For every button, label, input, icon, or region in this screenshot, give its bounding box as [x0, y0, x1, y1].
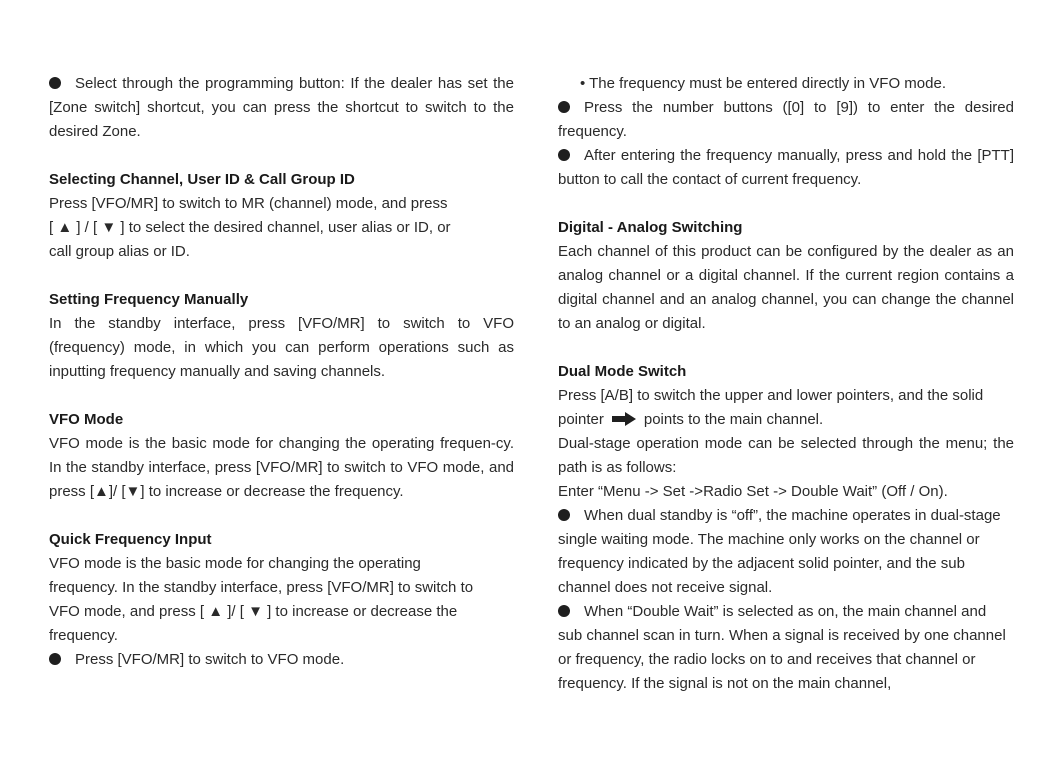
left-column — [49, 72, 514, 672]
quick-input-line-3: VFO mode, and press [ ▲ ]/ [ ▼ ] to increase or decrease the — [49, 603, 458, 620]
selecting-channel-line-2: [ ▲ ] / [ ▼ ] to select the desired channel, user alias or ID, or — [49, 219, 451, 236]
digital-analog-body: Each channel of this product can be configured by the dealer as an analog channel or a digital channel. If the current region contains a digital channel and an analog channel, you can change the channel to an analog or digital. — [558, 243, 1014, 332]
heading-digital-analog: Digital - Analog Switching — [558, 219, 743, 236]
quick-input-line-1: VFO mode is the basic mode for changing the operating — [49, 555, 421, 572]
heading-vfo-mode: VFO Mode — [49, 411, 124, 428]
bullet-icon — [49, 77, 61, 89]
selecting-channel-line-3: call group alias or ID. — [49, 243, 190, 260]
dual-mode-line-1: Press [A/B] to switch the upper and lower pointers, and the solid — [558, 387, 984, 404]
bullet-icon — [558, 101, 570, 113]
dual-mode-menu-paragraph: Dual-stage operation mode can be selected through the menu; the path is as follows: — [558, 435, 1014, 476]
vfo-bullet: Press [VFO/MR] to switch to VFO mode. — [49, 648, 514, 672]
ptt-bullet: After entering the frequency manually, press and hold the [PTT] button to call the contact of current frequency. — [558, 147, 1014, 188]
number-buttons-bullet: Press the number buttons ([0] to [9]) to enter the desired frequency. — [558, 99, 1014, 140]
quick-input-line-2: frequency. In the standby interface, press [VFO/MR] to switch to — [49, 579, 474, 596]
heading-selecting-channel: Selecting Channel, User ID & Call Group ID — [49, 171, 355, 188]
vfo-note: • The frequency must be entered directly in VFO mode. — [580, 75, 946, 92]
quick-input-line-4: frequency. — [49, 627, 118, 644]
bullet-icon — [558, 605, 570, 617]
dual-mode-menu-path: Enter “Menu -> Set ->Radio Set -> Double Wait” (Off / On). — [558, 483, 948, 500]
solid-pointer-arrow-icon — [612, 412, 636, 426]
heading-dual-mode-switch: Dual Mode Switch — [558, 363, 687, 380]
bullet-icon — [558, 149, 570, 161]
heading-setting-frequency: Setting Frequency Manually — [49, 291, 249, 308]
zone-switch-paragraph: Select through the programming button: If the dealer has set the [Zone switch] shortcut, you can press the shortcut to switch to the desired Zone. — [49, 75, 514, 140]
bullet-icon — [558, 509, 570, 521]
bullet-icon — [49, 653, 61, 665]
dual-standby-off-bullet: When dual standby is “off”, the machine operates in dual-stage single waiting mode. The machine only works on the channel or frequency indicated by the adjacent solid pointer, and the sub channel does not receive signal. — [558, 507, 1001, 596]
selecting-channel-line-1: Press [VFO/MR] to switch to MR (channel) mode, and press — [49, 195, 448, 212]
dual-mode-line-2: pointer points to the main channel. — [558, 411, 824, 428]
right-column — [558, 72, 1014, 696]
setting-frequency-body: In the standby interface, press [VFO/MR] to switch to VFO (frequency) mode, in which you can perform operations such as inputting frequency manually and saving channels. — [49, 315, 514, 380]
vfo-mode-body: VFO mode is the basic mode for changing the operating frequen-cy. In the standby interface, press [VFO/MR] to switch to VFO mode, and press [▲]/ [▼] to increase or decrease the frequency. — [49, 435, 514, 500]
heading-quick-frequency-input: Quick Frequency Input — [49, 531, 212, 548]
double-wait-on-bullet: When “Double Wait” is selected as on, the main channel and sub channel scan in turn. When a signal is received by one channel or frequency, the radio locks on to and receives that channel or frequency. If the signal is not on the main channel, — [558, 603, 1006, 692]
